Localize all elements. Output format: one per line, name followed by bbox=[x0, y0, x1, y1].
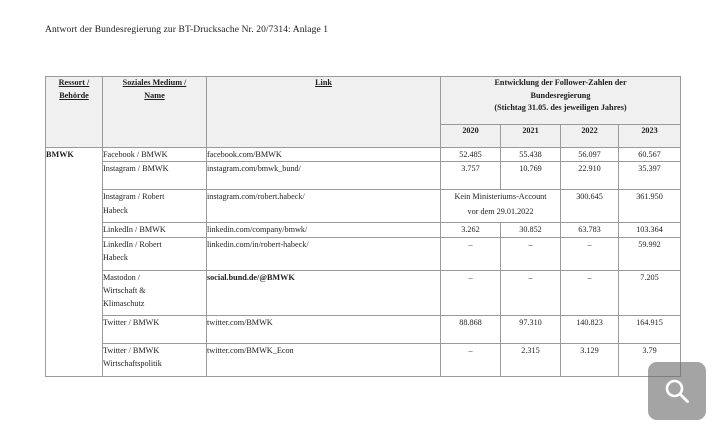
column-header-year-2021: 2021 bbox=[501, 124, 561, 147]
cell-medium-line1: Instagram / BMWK bbox=[103, 164, 169, 174]
follower-group-line3: (Stichtag 31.05. des jeweiligen Jahres) bbox=[494, 103, 627, 113]
table-row bbox=[46, 190, 681, 223]
column-header-ressort-line2: Behörde bbox=[59, 90, 89, 100]
cell-link: instagram.com/bmwk_bund/ bbox=[207, 162, 441, 190]
cell-2021: 30.852 bbox=[501, 223, 561, 237]
cell-medium bbox=[103, 315, 207, 343]
column-header-year-2023: 2023 bbox=[619, 124, 681, 147]
table-header bbox=[46, 77, 681, 148]
cell-medium bbox=[103, 343, 207, 376]
cell-2023: 7.205 bbox=[619, 270, 681, 315]
cell-medium bbox=[103, 190, 207, 223]
page-title: Antwort der Bundesregierung zur BT-Drucksache Nr. 20/7314: Anlage 1 bbox=[45, 25, 329, 35]
zoom-overlay-button[interactable] bbox=[648, 362, 706, 420]
cell-medium-line1: Facebook / BMWK bbox=[103, 150, 168, 159]
cell-medium-line2: Habeck bbox=[103, 252, 129, 262]
cell-link: twitter.com/BMWK bbox=[207, 315, 441, 343]
cell-medium-line1: LinkedIn / BMWK bbox=[103, 225, 166, 235]
cell-2022: – bbox=[561, 237, 619, 270]
table-row bbox=[46, 237, 681, 270]
cell-2020: 3.757 bbox=[441, 162, 501, 190]
cell-link: linkedin.com/company/bmwk/ bbox=[207, 223, 441, 237]
column-header-link-label: Link bbox=[315, 78, 332, 87]
follower-table-container bbox=[45, 76, 680, 377]
cell-2023: 103.364 bbox=[619, 223, 681, 237]
cell-medium-line1: LinkedIn / Robert bbox=[103, 239, 162, 249]
cell-link: instagram.com/robert.habeck/ bbox=[207, 190, 441, 223]
table-body bbox=[46, 148, 681, 377]
cell-medium-line2: Habeck bbox=[103, 205, 129, 215]
cell-2023: 3.79 bbox=[619, 343, 681, 376]
cell-link: linkedin.com/in/robert-habeck/ bbox=[207, 237, 441, 270]
column-header-medium bbox=[103, 77, 207, 148]
cell-2021: – bbox=[501, 237, 561, 270]
cell-medium-line2: Wirtschaftspolitik bbox=[103, 358, 162, 368]
table-header-row-1 bbox=[46, 77, 681, 125]
cell-medium bbox=[103, 148, 207, 162]
cell-2021: – bbox=[501, 270, 561, 315]
cell-medium-line1: Twitter / BMWK bbox=[103, 317, 160, 327]
cell-2022: 3.129 bbox=[561, 343, 619, 376]
cell-2022: – bbox=[561, 270, 619, 315]
cell-link: social.bund.de/@BMWK bbox=[207, 270, 441, 315]
cell-2022: 300.645 bbox=[561, 190, 619, 223]
column-header-ressort bbox=[46, 77, 103, 148]
cell-2023: 60.567 bbox=[619, 148, 681, 162]
cell-medium bbox=[103, 223, 207, 237]
column-header-follower-group bbox=[441, 77, 681, 125]
cell-2022: 22.910 bbox=[561, 162, 619, 190]
column-header-medium-line1: Soziales Medium / bbox=[122, 78, 187, 87]
column-header-ressort-line1: Ressort / bbox=[58, 78, 90, 87]
cell-2023: 164.915 bbox=[619, 315, 681, 343]
follower-group-line2: Bundesregierung bbox=[530, 90, 591, 100]
cell-2023: 59.992 bbox=[619, 237, 681, 270]
table-row bbox=[46, 270, 681, 315]
cell-ressort: BMWK bbox=[46, 148, 103, 377]
cell-2020: 3.262 bbox=[441, 223, 501, 237]
table-row bbox=[46, 343, 681, 376]
cell-medium-line2: Wirtschaft & bbox=[103, 285, 146, 295]
cell-medium bbox=[103, 237, 207, 270]
column-header-link bbox=[207, 77, 441, 148]
cell-2021: 55.438 bbox=[501, 148, 561, 162]
cell-2023: 35.397 bbox=[619, 162, 681, 190]
cell-note-line1: Kein Ministeriums-Account bbox=[454, 192, 547, 202]
cell-2022: 56.097 bbox=[561, 148, 619, 162]
table-row bbox=[46, 162, 681, 190]
column-header-year-2022: 2022 bbox=[561, 124, 619, 147]
cell-link: twitter.com/BMWK_Econ bbox=[207, 343, 441, 376]
follower-group-line1: Entwicklung der Follower-Zahlen der bbox=[494, 78, 627, 87]
cell-medium bbox=[103, 270, 207, 315]
cell-2021: 10.769 bbox=[501, 162, 561, 190]
cell-2021: 2.315 bbox=[501, 343, 561, 376]
cell-2020: 88.868 bbox=[441, 315, 501, 343]
table-row bbox=[46, 315, 681, 343]
cell-medium-line1: Mastodon / bbox=[103, 272, 141, 282]
cell-2022: 63.783 bbox=[561, 223, 619, 237]
column-header-medium-line2: Name bbox=[144, 90, 165, 100]
cell-2020: – bbox=[441, 270, 501, 315]
cell-link: facebook.com/BMWK bbox=[207, 148, 441, 162]
cell-note-line2: vor dem 29.01.2022 bbox=[467, 206, 534, 216]
follower-table bbox=[45, 76, 681, 377]
column-header-year-2020: 2020 bbox=[441, 124, 501, 147]
cell-medium-line1: Twitter / BMWK bbox=[103, 345, 160, 355]
cell-medium-line3: Klimaschutz bbox=[103, 299, 145, 309]
cell-2022: 140.823 bbox=[561, 315, 619, 343]
cell-2020: – bbox=[441, 343, 501, 376]
table-row bbox=[46, 223, 681, 237]
cell-2020: 52.485 bbox=[441, 148, 501, 162]
search-icon bbox=[662, 376, 692, 406]
cell-2021: 97.310 bbox=[501, 315, 561, 343]
cell-note-no-account bbox=[441, 190, 561, 223]
cell-medium-line1: Instagram / Robert bbox=[103, 192, 165, 202]
table-row bbox=[46, 148, 681, 162]
cell-medium bbox=[103, 162, 207, 190]
cell-2023: 361.950 bbox=[619, 190, 681, 223]
cell-2020: – bbox=[441, 237, 501, 270]
